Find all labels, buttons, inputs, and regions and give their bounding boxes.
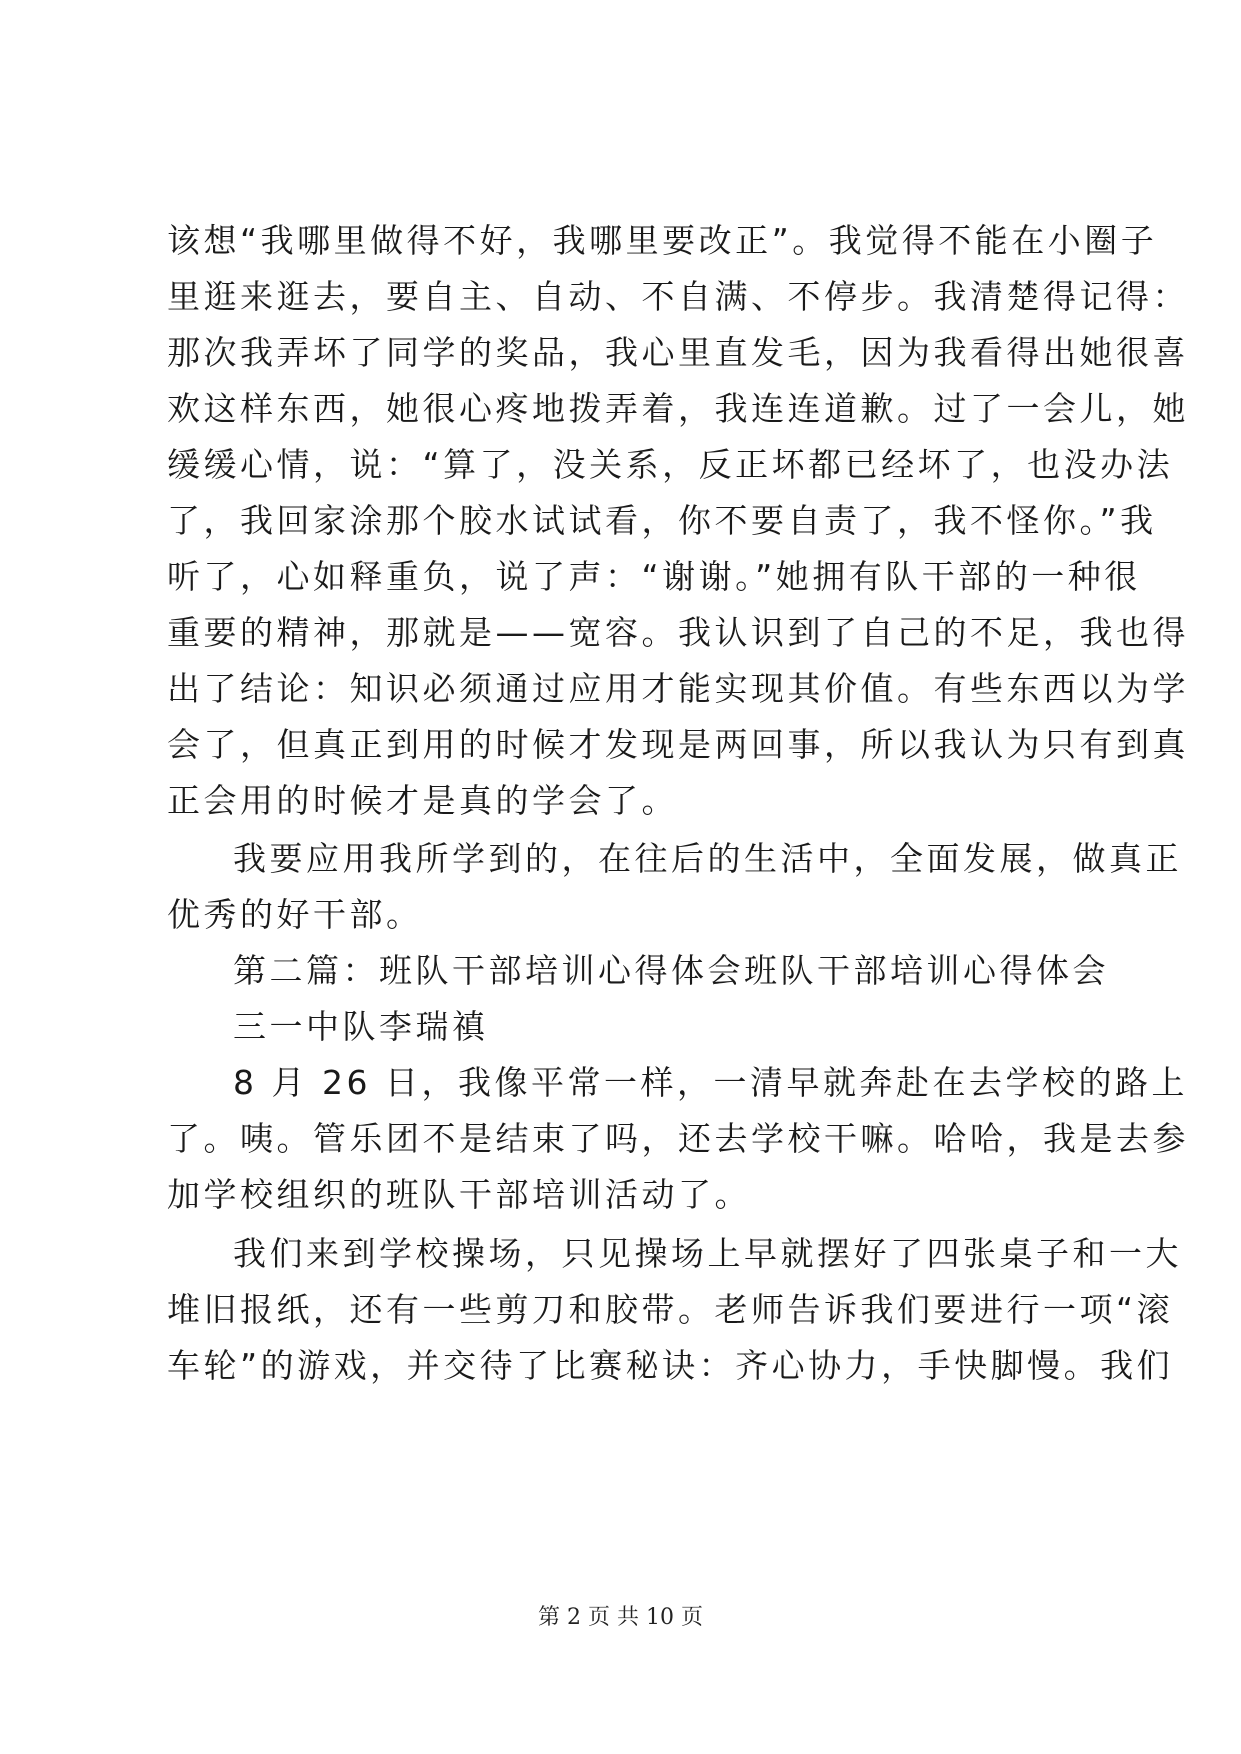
text-line: 车轮”的游戏，并交待了比赛秘诀：齐心协力，手快脚慢。我们 xyxy=(167,1346,1174,1385)
text-line: 该想“我哪里做得不好，我哪里要改正”。我觉得不能在小圈子 xyxy=(167,221,1158,260)
author-line: 三一中队李瑞禛 xyxy=(233,1007,489,1046)
text-line: 了，我回家涂那个胶水试试看，你不要自责了，我不怪你。”我 xyxy=(167,501,1157,540)
paragraph-start-line: 我们来到学校操场，只见操场上早就摆好了四张桌子和一大 xyxy=(233,1234,1182,1273)
paragraph-start-line: 我要应用我所学到的，在往后的生活中，全面发展，做真正 xyxy=(233,839,1182,878)
text-line: 欢这样东西，她很心疼地拨弄着，我连连道歉。过了一会儿，她 xyxy=(167,389,1189,428)
section-heading: 第二篇：班队干部培训心得体会班队干部培训心得体会 xyxy=(233,951,1109,990)
text-line: 加学校组织的班队干部培训活动了。 xyxy=(167,1175,751,1214)
page-number-footer: 第 2 页 共 10 页 xyxy=(538,1605,703,1630)
paragraph-start-line: 8 月 26 日，我像平常一样，一清早就奔赴在去学校的路上 xyxy=(233,1063,1188,1102)
text-line: 堆旧报纸，还有一些剪刀和胶带。老师告诉我们要进行一项“滚 xyxy=(167,1290,1174,1329)
text-line: 会了，但真正到用的时候才发现是两回事，所以我认为只有到真 xyxy=(167,725,1189,764)
text-line: 听了，心如释重负，说了声：“谢谢。”她拥有队干部的一种很 xyxy=(167,557,1141,596)
text-line: 重要的精神，那就是——宽容。我认识到了自己的不足，我也得 xyxy=(167,613,1189,652)
text-line: 正会用的时候才是真的学会了。 xyxy=(167,781,678,820)
text-line: 那次我弄坏了同学的奖品，我心里直发毛，因为我看得出她很喜 xyxy=(167,333,1189,372)
text-line: 了。咦。管乐团不是结束了吗，还去学校干嘛。哈哈，我是去参 xyxy=(167,1119,1189,1158)
text-line: 缓缓心情，说：“算了，没关系，反正坏都已经坏了，也没办法 xyxy=(167,445,1174,484)
text-line: 出了结论：知识必须通过应用才能实现其价值。有些东西以为学 xyxy=(167,669,1189,708)
text-line: 优秀的好干部。 xyxy=(167,895,423,934)
text-line: 里逛来逛去，要自主、自动、不自满、不停步。我清楚得记得： xyxy=(167,277,1189,316)
